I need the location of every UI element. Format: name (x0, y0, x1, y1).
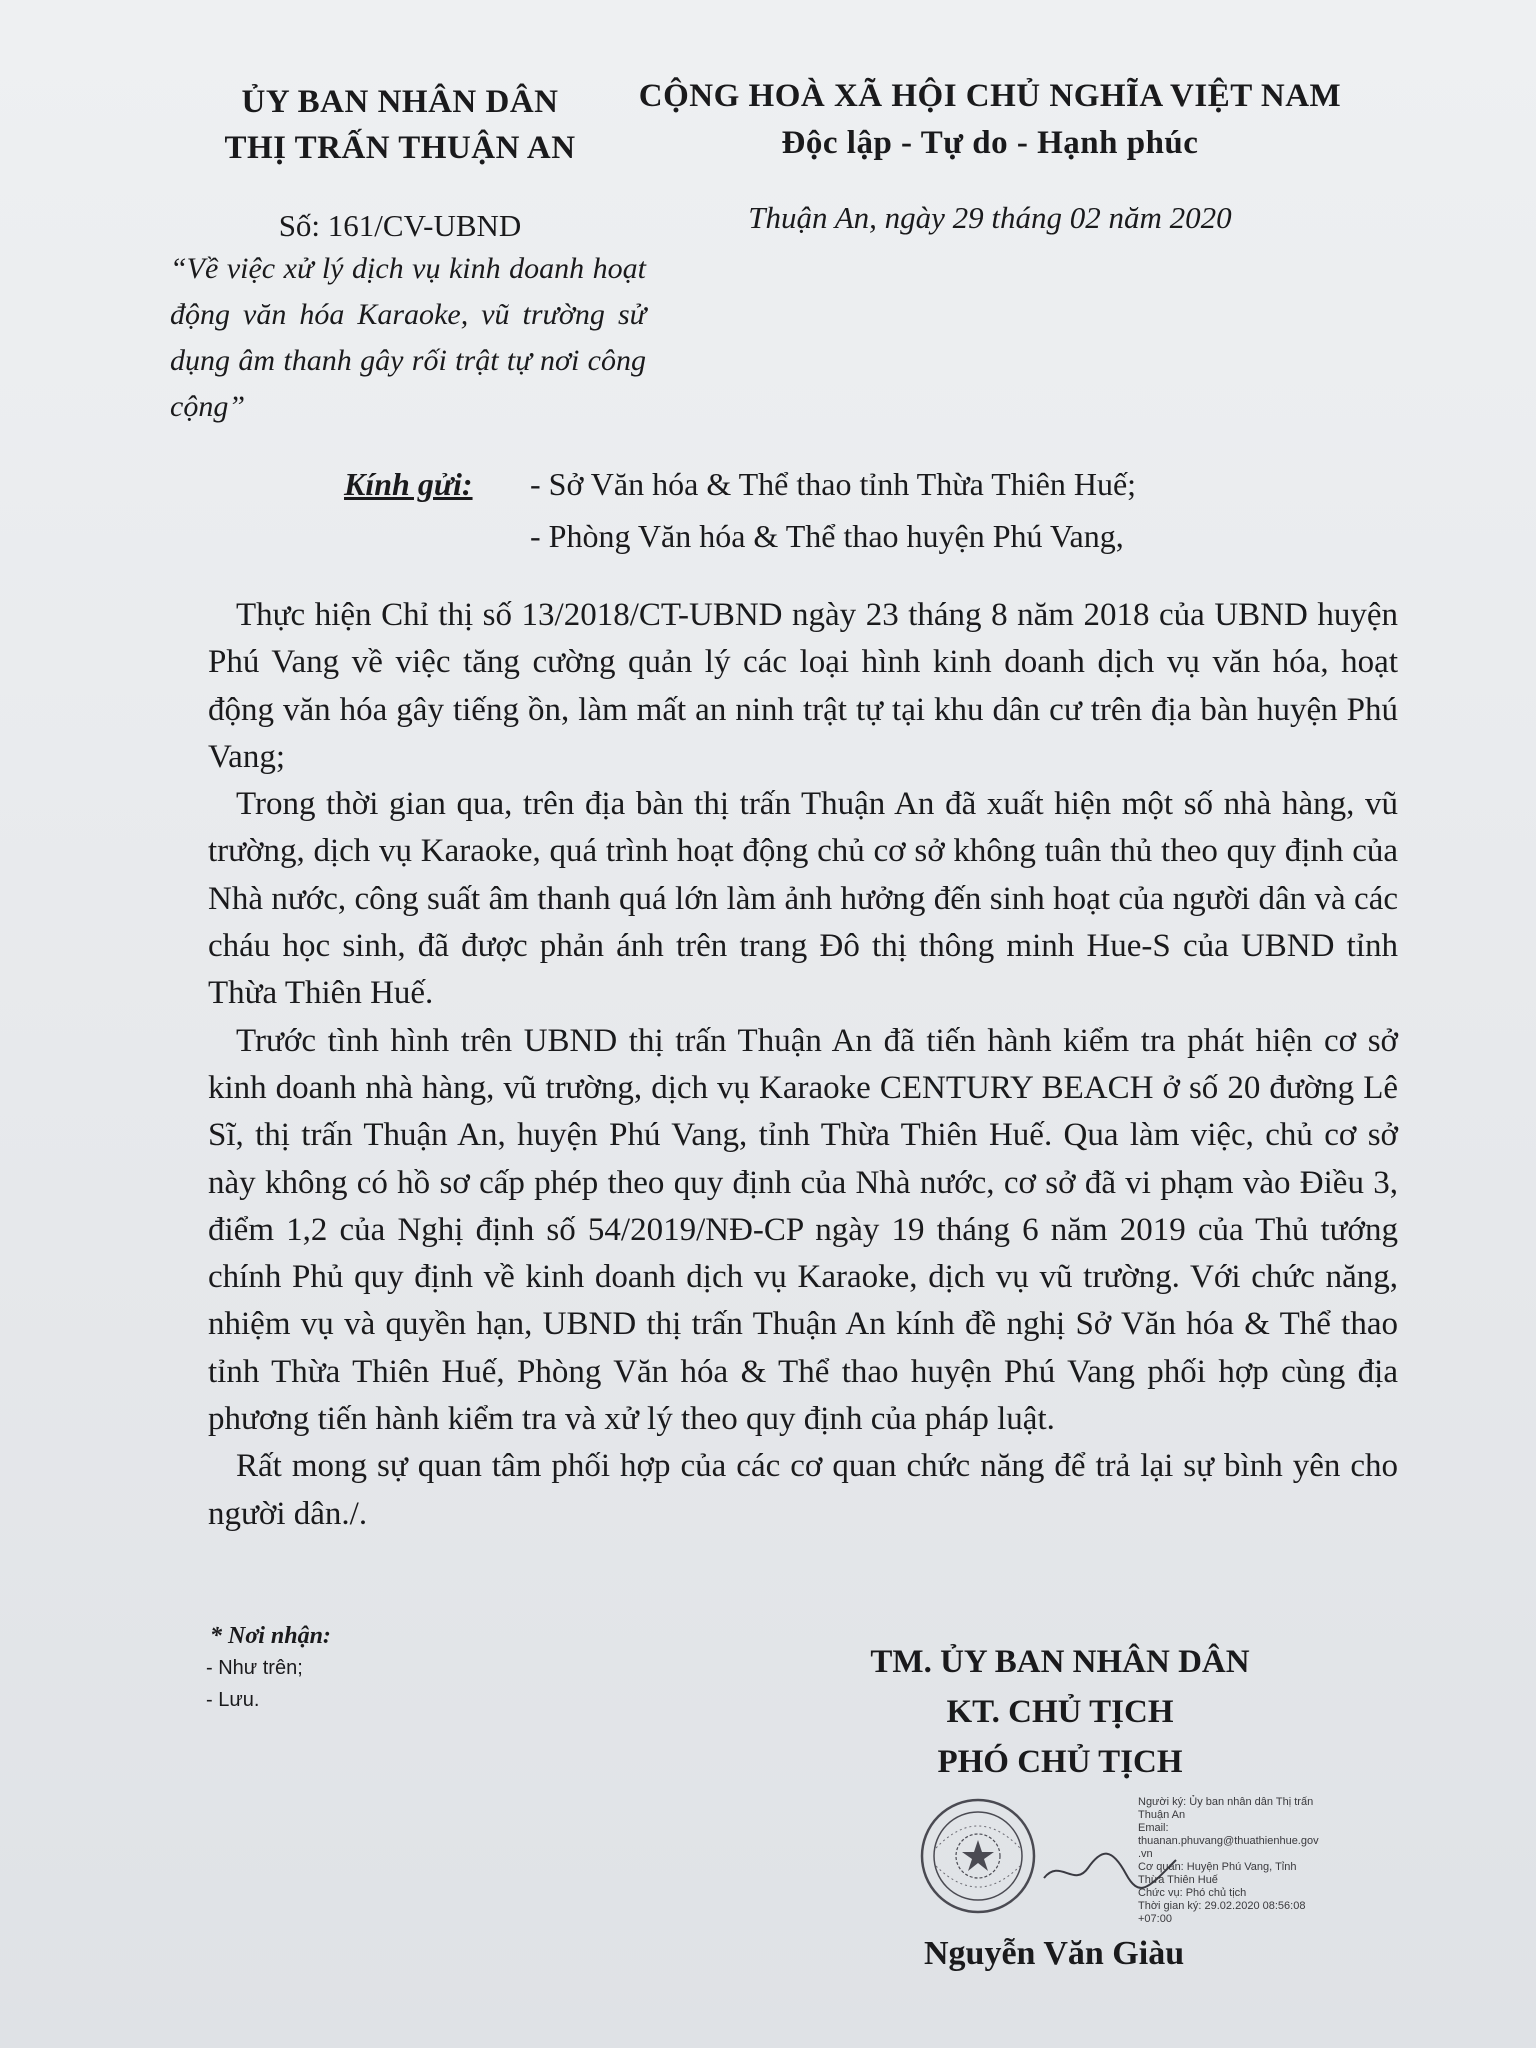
signature-title-line1: TM. ỦY BAN NHÂN DÂN (870, 1644, 1250, 1680)
agency-name-line2: THỊ TRẤN THUẬN AN (224, 130, 576, 166)
letter-body (208, 592, 1398, 1538)
body-paragraph: Trong thời gian qua, trên địa bàn thị trấn Thuận An đã xuất hiện một số nhà hàng, vũ trường, dịch vụ Karaoke, quá trình hoạt động chủ cơ sở không tuân thủ theo quy định của Nhà nước, công suất âm thanh quá lớn làm ảnh hưởng đến sinh hoạt của người dân và các cháu học sinh, đã được phản ánh trên trang Đô thị thông minh Hue-S của UBND tỉnh Thừa Thiên Huế. (208, 786, 1398, 1012)
digital-signature-info: Người ký: Ủy ban nhân dân Thị trấn Thuận An Email: thuanan.phuvang@thuathienhue.gov .vn Cơ quan: Huyện Phú Vang, Tỉnh Thừa Thiên Huế Chức vụ: Phó chủ tịch Thời gian ký: 29.02.2020 08:56:08 +07:00 (1138, 1796, 1319, 1925)
distribution-item: - Như trên; (206, 1657, 303, 1679)
recipients-label: Kính gửi: (344, 466, 473, 502)
body-paragraph: Trước tình hình trên UBND thị trấn Thuận An đã tiến hành kiểm tra phát hiện cơ sở kinh doanh nhà hàng, vũ trường, dịch vụ Karaoke CENTURY BEACH ở số 20 đường Lê Sĩ, thị trấn Thuận An, huyện Phú Vang, tỉnh Thừa Thiên Huế. Qua làm việc, chủ cơ sở này không có hồ sơ cấp phép theo quy định của Nhà nước, cơ sở đã vi phạm vào Điều 3, điểm 1,2 của Nghị định số 54/2019/NĐ-CP ngày 19 tháng 6 năm 2019 của Thủ tướng chính Phủ quy định về kinh doanh dịch vụ Karaoke, dịch vụ vũ trường. Với chức năng, nhiệm vụ và quyền hạn, UBND thị trấn Thuận An kính đề nghị Sở Văn hóa & Thể thao tỉnh Thừa Thiên Huế, Phòng Văn hóa & Thể thao huyện Phú Vang phối hợp cùng địa phương tiến hành kiểm tra và xử lý theo quy định của pháp luật. (208, 1022, 1398, 1438)
republic-title: CỘNG HOÀ XÃ HỘI CHỦ NGHĨA VIỆT NAM (638, 78, 1342, 114)
distribution-list (206, 1620, 331, 1716)
body-paragraph: Thực hiện Chỉ thị số 13/2018/CT-UBND ngày 23 tháng 8 năm 2018 của UBND huyện Phú Vang về việc tăng cường quản lý các loại hình kinh doanh dịch vụ văn hóa, hoạt động văn hóa gây tiếng ồn, làm mất an ninh trật tự tại khu dân cư trên địa bàn huyện Phú Vang; (208, 597, 1398, 775)
signer-name: Nguyễn Văn Giàu (924, 1935, 1185, 1972)
document-number: Số: 161/CV-UBND (278, 208, 522, 243)
national-motto: Độc lập - Tự do - Hạnh phúc (781, 125, 1199, 161)
recipient-item: - Phòng Văn hóa & Thể thao huyện Phú Vang, (530, 518, 1124, 554)
place-date: Thuận An, ngày 29 tháng 02 năm 2020 (748, 200, 1232, 235)
official-seal-icon (918, 1796, 1038, 1916)
agency-name-line1: ỦY BAN NHÂN DÂN (241, 84, 559, 120)
body-paragraph: Rất mong sự quan tâm phối hợp của các cơ quan chức năng để trả lại sự bình yên cho người dân./. (208, 1448, 1398, 1532)
distribution-item: - Lưu. (206, 1689, 260, 1711)
signature-title-line2: KT. CHỦ TỊCH (946, 1694, 1174, 1730)
document-subject: “Về việc xử lý dịch vụ kinh doanh hoạt động văn hóa Karaoke, vũ trường sử dụng âm thanh gây rối trật tự nơi công cộng” (170, 252, 646, 423)
recipient-item: - Sở Văn hóa & Thể thao tỉnh Thừa Thiên Huế; (530, 466, 1137, 502)
distribution-label: * Nơi nhận: (210, 1623, 331, 1649)
signature-title-line3: PHÓ CHỦ TỊCH (937, 1744, 1183, 1780)
